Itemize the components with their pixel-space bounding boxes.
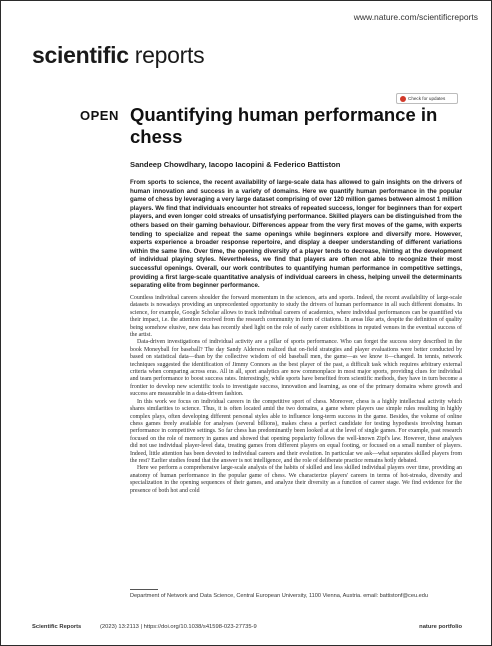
logo-light: reports — [128, 42, 205, 68]
check-for-updates-button[interactable] — [396, 93, 458, 104]
footer-citation[interactable]: (2023) 13:2113 | https://doi.org/10.1038/s41598-023-27735-9 — [100, 624, 257, 630]
crossmark-icon — [400, 96, 406, 102]
author-affiliation: Department of Network and Data Science, Central European University, 1100 Vienna, Austria. email: battistonf@ceu.edu — [130, 593, 428, 599]
body-paragraph: In this work we focus on individual careers in the competitive sport of chess. Moreover, chess is a highly intellectual activity which shares similarities to science. Thus, it is often located amid the two domains, a game where players use simple rules resulting in highly complex plays, often developing different personal styles able to influence long-term success in the game. Besides, the volume of online chess games freely available for analyses (several billions), makes chess a perfect candidate for testing hypothesis involving human performance in competitive settings. So far chess has predominantly been looked at at the level of single games. For example, past research focused on the role of memory in games and showed that opening popularity follows the well-known Zipf's law. However, these analyses did not use individual player-level data, treating games from different players on equal footing, or focused on a small number of players. Indeed, little attention has been devoted to individual careers and their evolution. In particular we ask—what separates skilled players from the rest? Earlier studies found that the answer is not intelligence, and the role of deliberate practice remains hotly debated. — [130, 398, 462, 464]
journal-url[interactable]: www.nature.com/scientificreports — [353, 12, 478, 22]
open-access-label: OPEN — [80, 108, 119, 123]
check-for-updates-label: Check for updates — [408, 96, 446, 101]
article-authors: Sandeep Chowdhary, Iacopo Iacopini & Federico Battiston — [130, 160, 341, 169]
body-paragraph: Countless individual careers shoulder the forward momentum in the sciences, arts and sports. Indeed, the recent availability of large-scale datasets is nowadays providing an unprecedented opportunity to study the drivers of human performance in all such different domains. In science, for example, Google Scholar allows to track individual careers of academics, where individual performances can be quantified via their impact, i.e. the attention received from the research community in form of citations. In areas like arts, despite the definition of quality being somehow elusive, new data has recently shed light on the role of early career exhibitions in reputed venues in the eventual success of the artist. — [130, 295, 462, 339]
article-title: Quantifying human performance in chess — [130, 104, 438, 147]
body-paragraph: Here we perform a comprehensive large-scale analysis of the habits of skilled and less skilled individual players over time, providing an anatomy of human performance in the popular game of chess. We characterize players' careers in terms of hot-streaks, diversity and specialization in the opening sequences of their games, and analyze their diversity as a function of career stage. We find evidence for the presence of both hot and cold — [130, 465, 462, 494]
article-abstract: From sports to science, the recent availability of large-scale data has allowed to gain insights on the drivers of human innovation and success in a variety of domains. Here we quantify human performance in the popular game of chess by leveraging a very large dataset comprising of over 120 million games between almost 1 million players. We find that individuals encounter hot streaks of repeated success, longer for beginners than for expert players, and even longer cold streaks of unsatisfying performance. Skilled players can be distinguished from the others based on their gaming behaviour. Differences appear from the very first moves of the game, with experts tending to specialize and repeat the same openings while beginners explore and diversify more. However, experts experience a broader response repertoire, and display a deeper understanding of different variations within the same line. Over time, the opening diversity of a player tends to decrease, hinting at the development of individual playing styles. Nevertheless, we find that players are often not able to recognize their most successful openings. Overall, our work contributes to quantifying human performance in competitive settings, providing a first large-scale quantitative analysis of individual careers in chess, helping unveil the determinants separating elite from beginner performance. — [130, 179, 462, 290]
footer-journal-name: Scientific Reports — [32, 624, 82, 630]
journal-logo — [32, 42, 204, 69]
publisher-logo: nature portfolio — [419, 624, 462, 630]
footnote-divider — [130, 589, 158, 590]
logo-bold: scientific — [32, 42, 129, 68]
body-paragraph: Data-driven investigations of individual activity are a pillar of sports performance. Who can forget the success story described in the book Moneyball for baseball? The day Sandy Alderson realized that on-field strategies and player evaluations were better conducted by based on statistical data—than by the collective wisdom of old baseball men, the game—as we know it—changed. In tennis, network techniques suggested the identification of Jimmy Connors as the best player of the past, a difficult task which requires arbitrary external criteria when comparing across eras. All in all, sport analytics are now commonplace in most major sports, providing clues for individual and team performance to boost success rates. Interestingly, while sports have benefited from scientific methods, they have in turn become a frontier to develop new scientific tools to investigate success, innovation and learning, as one of the primary domains where growth and success are measurable in a data-driven fashion. — [130, 339, 462, 398]
article-body — [130, 295, 462, 495]
